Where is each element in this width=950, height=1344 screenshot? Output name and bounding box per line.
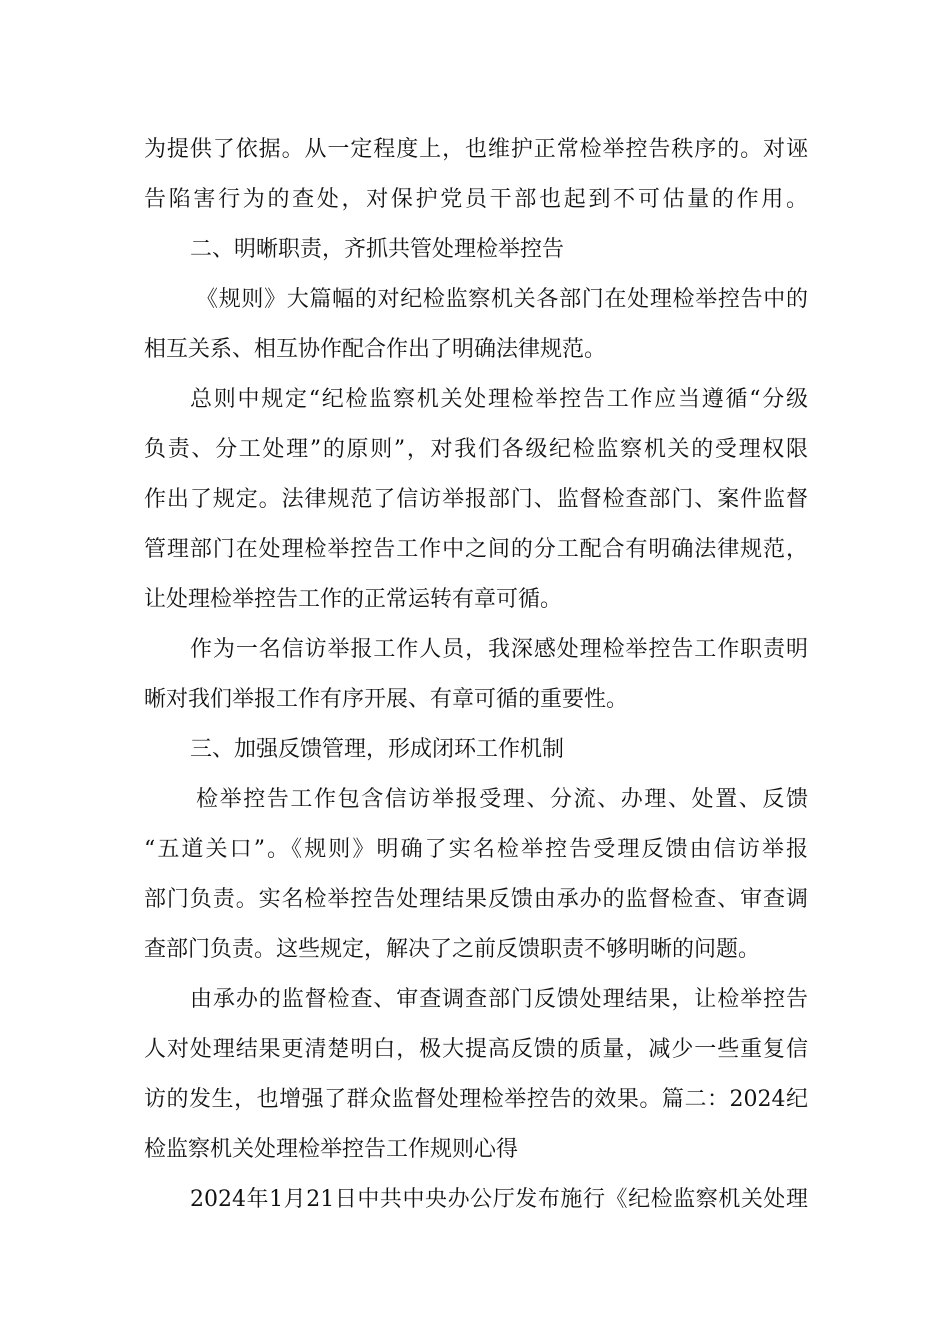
paragraph-line: 2024年1月21日中共中央办公厅发布施行《纪检监察机关处理 <box>190 1187 808 1212</box>
paragraph-line: 作为一名信访举报工作人员，我深感处理检举控告工作职责明 <box>190 637 808 662</box>
paragraph-line: 访的发生，也增强了群众监督处理检举控告的效果。篇二：2024纪 <box>144 1087 808 1112</box>
paragraph-line: 管理部门在处理检举控告工作中之间的分工配合有明确法律规范， <box>144 537 808 562</box>
section-heading: 三、加强反馈管理，形成闭环工作机制 <box>190 737 565 762</box>
paragraph-line: 查部门负责。这些规定，解决了之前反馈职责不够明晰的问题。 <box>144 937 761 962</box>
paragraph-line: 由承办的监督检查、审查调查部门反馈处理结果，让检举控告 <box>190 987 808 1012</box>
paragraph-line: 晰对我们举报工作有序开展、有章可循的重要性。 <box>144 687 629 712</box>
paragraph-line: 部门负责。实名检举控告处理结果反馈由承办的监督检查、审查调 <box>144 887 808 912</box>
paragraph-line: 作出了规定。法律规范了信访举报部门、监督检查部门、案件监督 <box>144 487 808 512</box>
paragraph-line: 检举控告工作包含信访举报受理、分流、办理、处置、反馈 <box>196 787 808 812</box>
paragraph-line: 检监察机关处理检举控告工作规则心得 <box>144 1137 519 1162</box>
paragraph-line: 相互关系、相互协作配合作出了明确法律规范。 <box>144 337 607 362</box>
paragraph-line: 让处理检举控告工作的正常运转有章可循。 <box>144 587 563 612</box>
paragraph-line: 总则中规定“纪检监察机关处理检举控告工作应当遵循“分级 <box>190 387 808 412</box>
paragraph-line: “五道关口”。《规则》明确了实名检举控告受理反馈由信访举报 <box>144 837 808 862</box>
paragraph-line: 告陷害行为的查处，对保护党员干部也起到不可估量的作用。 <box>144 187 808 212</box>
paragraph-line: 人对处理结果更清楚明白，极大提高反馈的质量，减少一些重复信 <box>144 1037 808 1062</box>
paragraph-line: 负责、分工处理”的原则”，对我们各级纪检监察机关的受理权限 <box>144 437 808 462</box>
paragraph-line: 为提供了依据。从一定程度上，也维护正常检举控告秩序的。对诬 <box>144 137 808 162</box>
paragraph-line: 《规则》大篇幅的对纪检监察机关各部门在处理检举控告中的 <box>196 287 808 312</box>
section-heading: 二、明晰职责，齐抓共管处理检举控告 <box>190 237 565 262</box>
